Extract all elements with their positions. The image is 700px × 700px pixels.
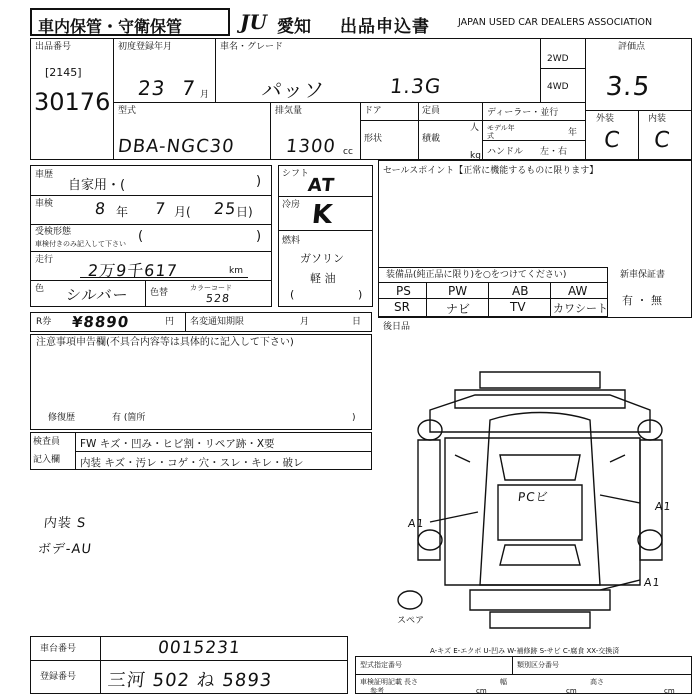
form-title: 出品申込書 bbox=[340, 17, 430, 37]
cert-cm-3: cm bbox=[664, 687, 675, 695]
a1-bottom: A1 bbox=[643, 576, 662, 589]
damage-legend: A-キズ E-エクボ U-凹み W-補修跡 S-サビ C-腐食 XX-交換済 bbox=[430, 647, 620, 655]
inspect-type-label: 受検形態 bbox=[35, 227, 72, 237]
ju-logo: JU bbox=[240, 10, 267, 34]
handle-options: 左・右 bbox=[540, 147, 568, 157]
load-label: 積載 bbox=[422, 134, 441, 144]
inspection-year: 8 bbox=[94, 199, 108, 218]
cert-length: 長さ bbox=[404, 678, 418, 686]
equip-ps: PS bbox=[396, 284, 411, 298]
inspector-label1: 検査員 bbox=[33, 437, 61, 447]
registration-label: 初度登録年月 bbox=[118, 42, 173, 52]
storage-box bbox=[30, 8, 230, 36]
rating-ext-value: C bbox=[602, 128, 622, 153]
inspector-int-row: 内装 キズ・汚レ・コゲ・穴・スレ・キレ・破レ bbox=[80, 457, 304, 469]
shift-label: シフト bbox=[282, 169, 310, 179]
inspect-type-note: 車検付きのみ記入して下さい bbox=[35, 240, 126, 248]
dealer-label: ディーラー・並行 bbox=[487, 108, 559, 118]
shape-label: 形状 bbox=[364, 134, 383, 144]
car-name: パッソ bbox=[260, 78, 327, 102]
cert-cm-2: cm bbox=[566, 687, 577, 695]
fuel-label: 燃料 bbox=[282, 236, 301, 246]
chassis-value: 0015231 bbox=[156, 638, 242, 658]
mileage-unit: km bbox=[229, 266, 243, 276]
displacement-value: 1300 bbox=[284, 136, 337, 157]
equip-tv: TV bbox=[510, 300, 526, 314]
color-code-label: カラーコード bbox=[190, 284, 232, 292]
equip-ab: AB bbox=[512, 284, 529, 298]
history-label: 車歴 bbox=[35, 170, 54, 180]
color-change-label: 色替 bbox=[150, 288, 169, 298]
fuel-open: ( bbox=[290, 288, 295, 301]
sales-point-label: セールスポイント【正常に機能するものに限ります】 bbox=[383, 166, 599, 176]
designation-label: 型式指定番号 bbox=[360, 661, 402, 669]
fuel-gasoline: ガソリン bbox=[300, 252, 344, 265]
equipment-label: 装備品(純正品に限り)を○をつけてください) bbox=[386, 270, 567, 280]
drive-4wd: 4WD bbox=[547, 82, 569, 92]
recycle-value: ¥8890 bbox=[71, 313, 131, 331]
pcb-mark: PCビ bbox=[517, 490, 550, 504]
plate-value: 三河 502 ね 5893 bbox=[106, 670, 274, 691]
rear-seat-label: 後日品 bbox=[383, 322, 411, 332]
warranty-label: 新車保証書 bbox=[620, 270, 666, 280]
capacity-label: 定員 bbox=[422, 106, 441, 116]
recycle-label: R券 bbox=[36, 317, 52, 327]
spare-label: スペア bbox=[397, 616, 425, 626]
handwritten-note-1: 内装 S bbox=[43, 516, 87, 531]
car-grade: 1.3G bbox=[388, 74, 443, 98]
mileage-value: 2万9千617 bbox=[86, 261, 179, 280]
handle-label: ハンドル bbox=[487, 147, 524, 157]
chassis-label: 車台番号 bbox=[40, 644, 77, 654]
rating-label: 評価点 bbox=[618, 42, 646, 52]
association-name: 愛知 bbox=[277, 17, 311, 37]
class-code-label: 類別区分番号 bbox=[517, 661, 559, 669]
capacity-unit: 人 bbox=[470, 123, 480, 133]
history-value: 自家用・( bbox=[68, 178, 126, 193]
model-value: DBA-NGC30 bbox=[116, 136, 236, 157]
name-change-month: 月 bbox=[300, 317, 310, 327]
registration-month: 7 bbox=[180, 76, 197, 100]
inspection-label: 車検 bbox=[35, 199, 54, 209]
plate-label: 登録番号 bbox=[40, 672, 77, 682]
registration-month-unit: 月 bbox=[200, 90, 210, 100]
color-value: シルバー bbox=[65, 286, 130, 304]
a1-right: A1 bbox=[654, 500, 673, 513]
association-english: JAPAN USED CAR DEALERS ASSOCIATION bbox=[458, 17, 653, 28]
model-year-unit: 年 bbox=[568, 128, 578, 138]
rating-int-value: C bbox=[652, 128, 672, 153]
history-close: ) bbox=[256, 174, 262, 189]
recycle-unit: 円 bbox=[165, 317, 175, 327]
inspect-type-close: ) bbox=[256, 229, 262, 244]
load-unit: kg bbox=[470, 151, 481, 161]
inspect-type-open: ( bbox=[138, 229, 144, 244]
rating-ext-label: 外装 bbox=[596, 114, 615, 124]
a1-left: A1 bbox=[407, 517, 426, 530]
color-code-value: 528 bbox=[205, 292, 231, 305]
cert-cm-1: cm bbox=[476, 687, 487, 695]
handwritten-note-2: ボデ-AU bbox=[37, 542, 93, 557]
fuel-diesel: 軽 油 bbox=[310, 272, 336, 285]
displacement-unit: cc bbox=[343, 147, 353, 157]
inspector-label2: 記入欄 bbox=[33, 455, 61, 465]
equip-navi: ナビ bbox=[446, 302, 471, 316]
name-change-label: 名変通知期限 bbox=[190, 317, 245, 327]
aircon-value: K bbox=[310, 200, 335, 230]
color-label: 色 bbox=[35, 284, 45, 294]
equip-leather: カワシート bbox=[553, 302, 608, 315]
name-change-day: 日 bbox=[352, 317, 362, 327]
lot-sub: [2145] bbox=[45, 66, 82, 79]
cert-height: 高さ bbox=[590, 678, 604, 686]
shift-value: AT bbox=[306, 175, 336, 196]
repair-close: ) bbox=[352, 413, 356, 423]
model-label: 型式 bbox=[118, 106, 137, 116]
cert-width: 幅 bbox=[500, 678, 507, 686]
lot-number: 30176 bbox=[34, 88, 111, 116]
car-name-label: 車名・グレード bbox=[220, 42, 284, 52]
model-year-label: モデル年式 bbox=[487, 124, 515, 140]
storage-label: 車内保管・守衛保管 bbox=[38, 17, 183, 36]
equip-aw: AW bbox=[568, 284, 588, 298]
inspection-month: 7 bbox=[154, 199, 168, 218]
registration-year: 23 bbox=[136, 76, 167, 100]
drive-2wd: 2WD bbox=[547, 54, 569, 64]
notes-label: 注意事項申告欄(不具合内容等は具体的に記入して下さい) bbox=[36, 337, 294, 348]
inspection-day: 25 bbox=[213, 199, 238, 218]
inspector-fw-row: FW キズ・凹み・ヒビ割・リペア跡・X要 bbox=[80, 438, 275, 450]
inspection-month-unit: 月( bbox=[174, 205, 191, 219]
inspection-year-unit: 年 bbox=[116, 205, 129, 219]
aircon-label: 冷房 bbox=[282, 200, 301, 210]
fuel-close: ) bbox=[358, 288, 363, 301]
inspection-day-unit: 日) bbox=[236, 205, 253, 219]
notes-box bbox=[30, 334, 372, 430]
rating-int-label: 内装 bbox=[648, 114, 667, 124]
warranty-options: 有 ・ 無 bbox=[622, 294, 662, 307]
lot-label: 出品番号 bbox=[35, 42, 72, 52]
repair-value: 有 (箇所 bbox=[112, 413, 146, 423]
equip-sr: SR bbox=[394, 300, 410, 314]
rating-value: 3.5 bbox=[604, 72, 652, 102]
equip-pw: PW bbox=[448, 284, 468, 298]
repair-label: 修復歴 bbox=[48, 413, 76, 423]
cert-ref: 参考 bbox=[370, 687, 384, 695]
cert-label: 車検証明記載 bbox=[360, 678, 402, 686]
mileage-label: 走行 bbox=[35, 255, 54, 265]
displacement-label: 排気量 bbox=[275, 106, 303, 116]
doors-label: ドア bbox=[364, 106, 382, 116]
